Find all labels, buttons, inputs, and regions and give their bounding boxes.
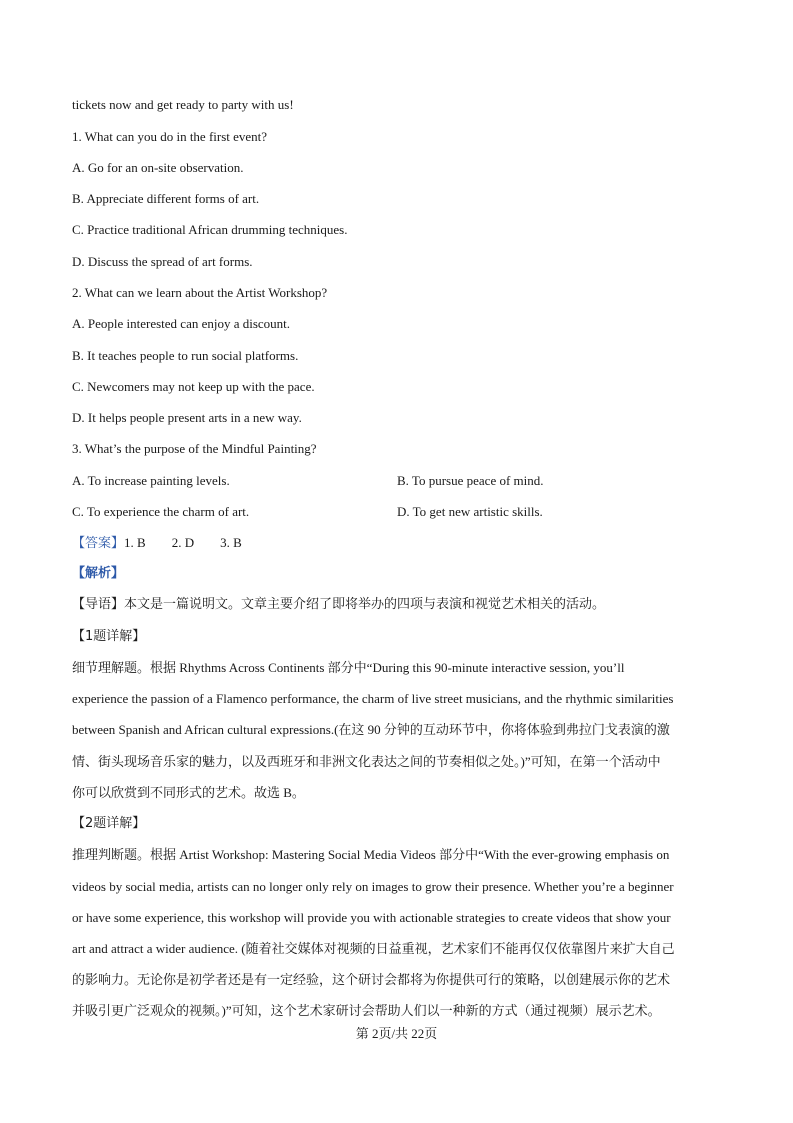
- detail-2-line: 推理判断题。根据 Artist Workshop: Mastering Social Media Videos 部分中“With the ever-growing emphasis on: [72, 847, 670, 862]
- page-number: 第 2页/共 22页: [355, 1026, 438, 1041]
- question-3-option-d: D. To get new artistic skills.: [397, 504, 543, 519]
- question-3-option-b: B. To pursue peace of mind.: [397, 473, 544, 488]
- detail-1-line: 情、街头现场音乐家的魅力，以及西班牙和非洲文化表达之间的节奏相似之处。)”可知，在第一个活动中: [72, 754, 661, 769]
- question-2-option-c: C. Newcomers may not keep up with the pace.: [72, 379, 315, 394]
- question-1-option-d: D. Discuss the spread of art forms.: [72, 254, 253, 269]
- answer-row: [72, 535, 242, 552]
- detail-2-line: 并吸引更广泛观众的视频。)”可知，这个艺术家研讨会帮助人们以一种新的方式（通过视频）展示艺术。: [72, 1003, 661, 1018]
- question-2-stem: 2. What can we learn about the Artist Workshop?: [72, 285, 328, 300]
- question-3-option-c: C. To experience the charm of art.: [72, 504, 250, 519]
- detail-2-line: videos by social media, artists can no longer only rely on images to grow their presence. Whether you’re a beginner: [72, 879, 674, 894]
- question-2-option-d: D. It helps people present arts in a new way.: [72, 410, 302, 425]
- analysis-label: 【解析】: [72, 566, 125, 581]
- detail-2-label: 【2题详解】: [72, 816, 146, 831]
- guide-text: 本文是一篇说明文。文章主要介绍了即将举办的四项与表演和视觉艺术相关的活动。: [124, 597, 606, 612]
- detail-1-line: experience the passion of a Flamenco performance, the charm of live street musicians, and the rhythmic similarities: [72, 691, 674, 706]
- question-1-option-b: B. Appreciate different forms of art.: [72, 191, 260, 206]
- answer-item-1: 1. B: [124, 535, 146, 550]
- detail-2-line: or have some experience, this workshop will provide you with actionable strategies to create videos that show your: [72, 910, 671, 925]
- question-1-stem: 1. What can you do in the first event?: [72, 129, 268, 144]
- question-1-option-c: C. Practice traditional African drumming techniques.: [72, 222, 348, 237]
- guide-row: [72, 597, 605, 613]
- question-2-option-b: B. It teaches people to run social platforms.: [72, 348, 299, 363]
- detail-1-line: 细节理解题。根据 Rhythms Across Continents 部分中“During this 90-minute interactive session, you’ll: [72, 660, 625, 675]
- detail-1-line: 你可以欣赏到不同形式的艺术。故选 B。: [72, 785, 305, 800]
- question-3-option-a: A. To increase painting levels.: [72, 473, 230, 488]
- question-1-option-a: A. Go for an on-site observation.: [72, 160, 244, 175]
- question-2-option-a: A. People interested can enjoy a discount.: [72, 316, 291, 331]
- question-3-stem: 3. What’s the purpose of the Mindful Painting?: [72, 441, 317, 456]
- guide-label: 【导语】: [72, 597, 125, 612]
- detail-2-line: art and attract a wider audience. (随着社交媒体对视频的日益重视，艺术家们不能再仅仅依靠图片来扩大自己: [72, 941, 675, 956]
- answer-item-2: 2. D: [171, 535, 195, 550]
- detail-2-line: 的影响力。无论你是初学者还是有一定经验，这个研讨会都将为你提供可行的策略，以创建展示你的艺术: [72, 972, 671, 987]
- answer-item-3: 3. B: [220, 535, 242, 550]
- detail-1-line: between Spanish and African cultural expressions.(在这 90 分钟的互动环节中，你将体验到弗拉门戈表演的激: [72, 722, 670, 737]
- detail-1-label: 【1题详解】: [72, 629, 146, 644]
- intro-tail-text: tickets now and get ready to party with us!: [72, 97, 294, 112]
- answer-label: 【答案】: [72, 536, 125, 551]
